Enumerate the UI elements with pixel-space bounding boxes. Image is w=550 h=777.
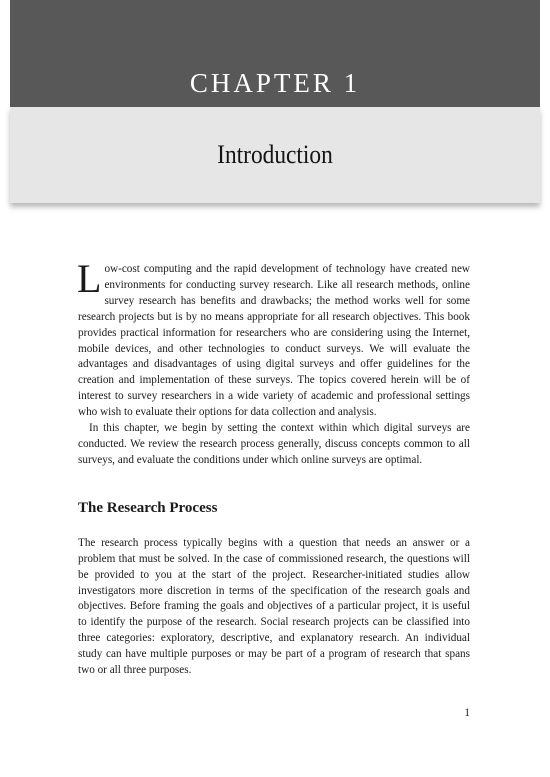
section-heading: The Research Process bbox=[78, 499, 218, 516]
chapter-title-band bbox=[10, 107, 540, 203]
chapter-number-band bbox=[10, 0, 540, 107]
page-number: 1 bbox=[464, 707, 470, 719]
body-text bbox=[77, 256, 470, 679]
drop-cap: L bbox=[77, 256, 102, 301]
section-paragraph: The research process typically begins with a question that needs an answer or a problem that must be solved. In the case of commissioned research, the questions will be provided to you at the start of the project. Researcher-initiated studies allow investigators more discretion in terms of the specification of the research goals and objectives. Before framing the goals and objectives of a particular project, it is useful to identify the purpose of the research. Social research projects can be classified into three categories: exploratory, descriptive, and explanatory research. An individual study can have multiple purposes or may be part of a program of research that spans two or all three purposes. bbox=[78, 536, 470, 677]
chapter-number: CHAPTER 1 bbox=[189, 68, 361, 98]
chapter-overview-paragraph: In this chapter, we begin by setting the context within which digital surveys are conducted. We review the research process generally, discuss concepts common to all surveys, and evaluate the conditions under which online surveys are optimal. bbox=[78, 422, 470, 466]
chapter-title: Introduction bbox=[217, 140, 333, 169]
intro-paragraph-text: ow-cost computing and the rapid development of technology have created new environments for conducting survey research. Like all research methods, online survey research has benefits and drawbacks; the method works well for some research projects but is by no means appropriate for all research objectives. This book provides practical information for researchers who are considering using the Internet, mobile devices, and other technologies to conduct surveys. We will evaluate the advantages and disadvantages of using digital surveys and offer guidelines for the creation and implementation of these surveys. The topics covered herein will be of interest to survey researchers in a wide variety of academic and professional settings who wish to evaluate their options for data collection and analysis. bbox=[78, 263, 470, 419]
intro-paragraph bbox=[77, 256, 470, 421]
